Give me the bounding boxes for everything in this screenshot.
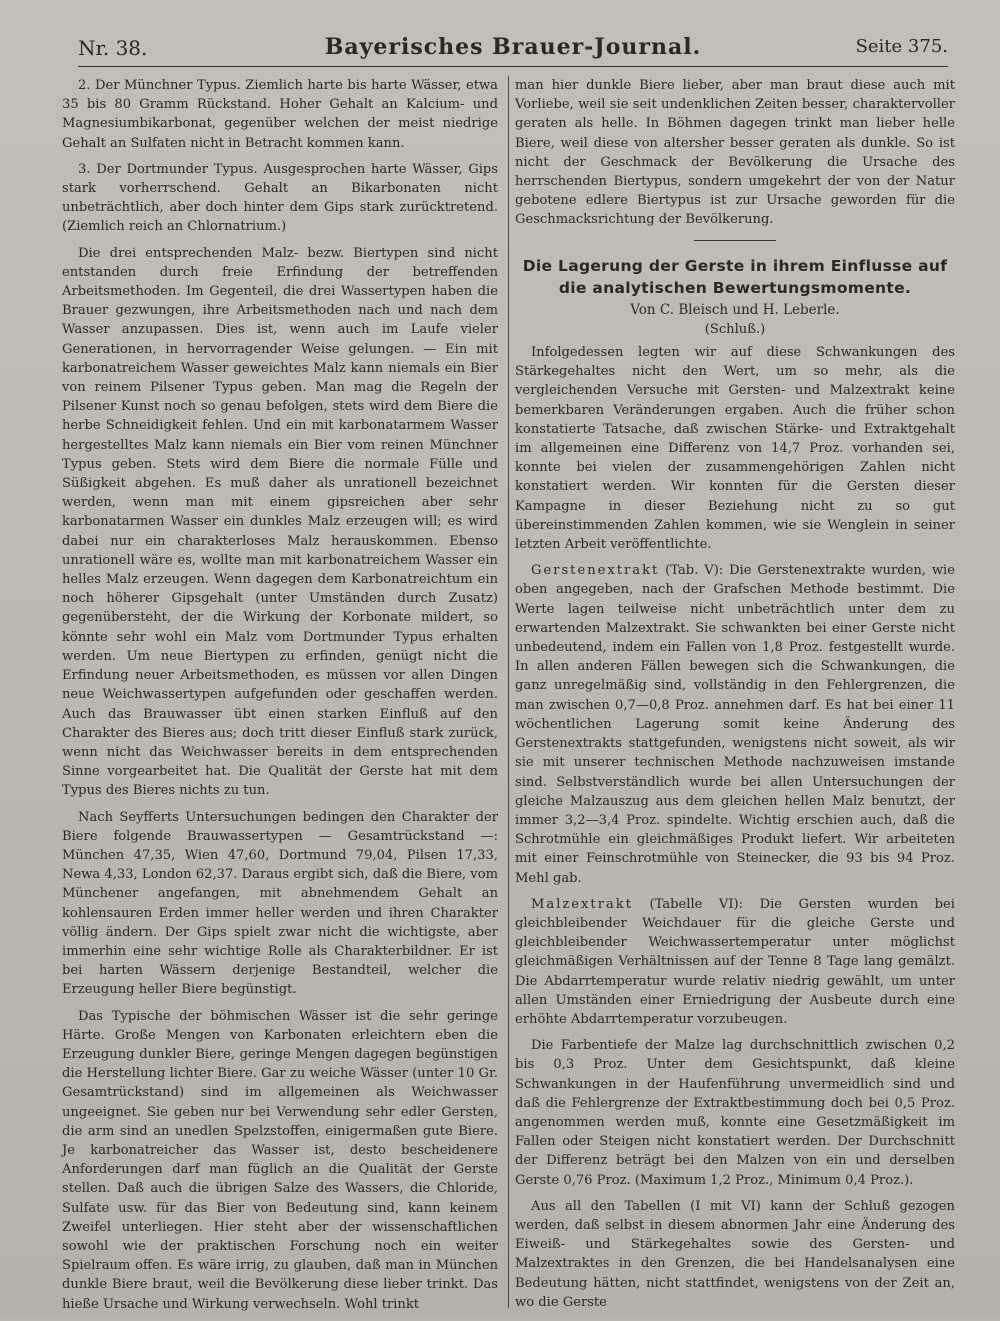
paragraph-malt-types: Die drei entsprechenden Malz- bezw. Biertypen sind nicht entstanden durch freie Erfindung der betreffenden Arbeitsmethoden. Im Gegenteil, die drei Wassertypen haben die Brauer gezwungen, ihre Arbeitsmethoden nach und nach dem Wasser anzupassen. Dies ist, wenn auch im Laufe vieler Generationen, in hervorragender Weise gelungen. — Ein mit karbonatreichem Wasser geweichtes Malz kann niemals ein Bier von reinem Pilsener Typus geben. Man mag die Regeln der Pilsener Kunst noch so genau befolgen, stets wird dem Biere die herbe Schneidigkeit fehlen. Und ein mit karbonatarmem Wasser hergestelltes Malz kann niemals ein Bier vom reinen Münchner Typus geben. Stets wird dem Biere die normale Fülle und Süßigkeit abgehen. Es muß daher als unrationell bezeichnet werden, wenn man mit einem gipsreichen aber sehr karbonatarmen Wasser ein dunkles Malz erzeugen will; es wird dabei nur ein charakterloses Malz herauskommen. Ebenso unrationell wäre es, wollte man mit karbonatreichem Wasser ein helles Malz erzeugen. Wenn dagegen dem Karbonatreichtum ein noch höherer Gipsgehalt (unter Umständen durch Zusatz) gegenübersteht, der die Wirkung der Korbonate mildert, so könnte sehr wohl ein Malz vom Dortmunder Typus erhalten werden. Um neue Biertypen zu erfinden, genügt nicht die Erfindung neuer Arbeitsmethoden, es müssen vor allen Dingen neue Weichwassertypen aufgefunden oder geschaffen werden. Auch das Brauwasser übt einen starken Einfluß auf den Charakter des Bieres aus; doch tritt dieser Einfluß stark zurück, wenn nicht das Weichwasser bereits in dem entsprechenden Sinne vorgearbeitet hat. Die Qualität der Gerste hat mit dem Typus des Bieres nichts zu tun. xyxy=(62,245,498,799)
paragraph-munich-type: 2. Der Münchner Typus. Ziemlich harte bis harte Wässer, etwa 35 bis 80 Gramm Rückstand. Hoher Gehalt an Kalcium- und Magnesiumbikarbonat, gegenüber welchen der meist niedrige Gehalt an Sulfaten nicht in Betracht kommen kann. xyxy=(62,78,498,151)
issue-number: Nr. 38. xyxy=(78,36,148,60)
article-byline: Von C. Bleisch und H. Leberle. xyxy=(630,301,840,318)
text-malt-extract: (Tabelle VI): Die Gersten wurden bei gleichbleibender Weichdauer für die gleiche Gerste und gleichbleibender Weichwassertemperatur unter möglichst gleichmäßigen Verhältnissen auf der Tenne 8 Tage lang gemälzt. Die Abdarrtemperatur wurde relativ niedrig gewählt, um unter allen Umständen einer Erniedrigung der Ausbeute durch eine erhöhte Abdarrtemperatur vorzubeugen. xyxy=(515,896,955,1027)
page-number: Seite 375. xyxy=(855,36,948,57)
paragraph-color-depth: Die Farbentiefe der Malze lag durchschnittlich zwischen 0,2 bis 0,3 Proz. Unter dem Gesichtspunkt, daß kleine Schwankungen in der Haufenführung unvermeidlich sind und daß die Fehlergrenze der Extraktbestimmung doch bei 0,5 Proz. angenommen werden muß, konnte eine Gesetzmäßigkeit im Fallen oder Steigen nicht konstatiert werden. Der Durchschnitt der Differenz beträgt bei den Malzen von ein und derselben Gerste 0,76 Proz. (Maximum 1,2 Proz., Minimum 0,4 Proz.). xyxy=(515,1038,955,1188)
article-part-note: (Schluß.) xyxy=(704,321,766,337)
label-barley-extract: Gerstenextrakt xyxy=(531,563,660,579)
paragraph-starch: Infolgedessen legten wir auf diese Schwankungen des Stärkegehaltes nicht den Wert, um so mehr, als die vergleichenden Versuche mit Gersten- und Malzextrakt keine bemerkbaren Veränderungen ergaben. Auch die früher schon konstatierte Tatsache, daß zwischen Stärke- und Extraktgehalt im allgemeinen eine Differenz von 14,7 Proz. vorhanden sei, konnte bei vielen der zusammengehörigen Zahlen nicht konstatiert werden. Wir konnten für die Gersten dieser Kampagne in dieser Beziehung nicht zu so gut übereinstimmenden Zahlen kommen, wie sie Wenglein in seiner letzten Arbeit veröffentlichte. xyxy=(515,345,955,553)
text-barley-extract: (Tab. V): Die Gerstenextrakte wurden, wie oben angegeben, nach der Grafschen Methode bestimmt. Die Werte lagen teilweise nicht unbeträchtlich unter dem zu erwartenden Malzextrakt. Sie schwankten bei einer Gerste nicht unbedeutend, indem ein Fallen von 1,8 Proz. festgestellt wurde. In allen anderen Fällen bewegen sich die Schwankungen, die ganz unregelmäßig sind, vollständig in den Fehlergrenzen, die man zwischen 0,7—0,8 Proz. annehmen darf. Es hat bei einer 11 wöchentlichen Lagerung somit keine Änderung des Gerstenextrakts stattgefunden, wenigstens nicht soweit, als wir sie mit unserer technischen Methode nachzuweisen imstande sind. Selbstverständlich wurde bei allen Untersuchungen der gleiche Malzauszug aus dem gleichen hellen Malz benutzt, der immer 3,2—3,4 Proz. spindelte. Wichtig erschien auch, daß die Schrotmühle ein gleichmäßiges Produkt liefert. Wir arbeiteten mit einer Feinschrotmühle von Steinecker, die 93 bis 94 Proz. Mehl gab. xyxy=(515,563,955,886)
paragraph-barley-extract xyxy=(515,561,955,887)
paragraph-bohemian-water: Das Typische der böhmischen Wässer ist die sehr geringe Härte. Große Mengen von Karbonaten erleichtern eben die Erzeugung dunkler Biere, geringe Mengen dagegen begünstigen die Herstellung lichter Biere. Gar zu weiche Wässer (unter 10 Gr. Gesamtrückstand) sind im allgemeinen als Weichwasser ungeeignet. Sie geben nur bei Verwendung sehr edler Gersten, die arm sind an unedlen Spelzstoffen, einigermaßen gute Biere. Je karbonatreicher das Wasser ist, desto bescheidenere Anforderungen darf man füglich an die Qualität der Gerste stellen. Daß auch die übrigen Salze des Wassers, die Chloride, Sulfate usw. für das Bier von Bedeutung sind, kann keinem Zweifel unterliegen. Hier steht aber der wissenschaftlichen sowohl wie der praktischen Forschung noch ein weiter Spielraum offen. Es wäre irrig, zu glauben, daß man in München dunkle Biere braut, weil die Bevölkerung diese lieber trinkt. Das hieße Ursache und Wirkung verwechseln. Wohl trinkt xyxy=(62,1008,498,1312)
page-header xyxy=(78,32,948,67)
left-column xyxy=(62,76,498,1321)
article-title: Die Lagerung der Gerste in ihrem Einflusse auf die analytischen Bewertungsmomente. xyxy=(522,256,948,297)
paragraph-conclusion: Aus all den Tabellen (I mit VI) kann der Schluß gezogen werden, daß selbst in diesem abnormen Jahr eine Änderung des Eiweiß- und Stärkegehaltes sowie des Gersten- und Malzextraktes in den Grenzen, die bei Handelsanalysen eine Bedeutung hätten, nicht stattfindet, wenigstens von der Zeit an, wo die Gerste xyxy=(515,1198,955,1310)
paragraph-malt-extract xyxy=(515,895,955,1029)
paragraph-dortmund-type: 3. Der Dortmunder Typus. Ausgesprochen harte Wässer, Gips stark vorherrschend. Gehalt an Bikarbonaten nicht unbeträchtlich, aber doch hinter dem Gips stark zurücktretend. (Ziemlich reich an Chlornatrium.) xyxy=(62,161,498,235)
section-divider xyxy=(694,240,776,241)
journal-title: Bayerisches Brauer-Journal. xyxy=(324,34,702,60)
right-column xyxy=(508,76,955,1308)
label-malt-extract: Malzextrakt xyxy=(531,896,633,912)
paragraph-continuation: man hier dunkle Biere lieber, aber man braut diese auch mit Vorliebe, weil sie seit undenklichen Zeiten besser, charaktervoller geraten als helle. In Böhmen dagegen trinkt man lieber helle Biere, weil diese von altersher besser geraten als dunkle. So ist nicht der Geschmack der Bevölkerung die Ursache des herrschenden Biertypus, sondern umgekehrt der von der Natur gebotene edlere Biertypus ist zur Ursache geworden für die Geschmacksrichtung der Bevölkerung. xyxy=(515,78,955,228)
paragraph-seyffert: Nach Seyfferts Untersuchungen bedingen den Charakter der Biere folgende Brauwassertypen — Gesamtrückstand —: München 47,35, Wien 47,60, Dortmund 79,04, Pilsen 17,33, Newa 4,33, London 62,37. Daraus ergibt sich, daß die Biere, vom Münchener angefangen, mit abnehmendem Gehalt an kohlensauren Erden immer heller werden und ihren Charakter völlig ändern. Der Gips spielt zwar nicht die wichtigste, aber immerhin eine sehr wichtige Rolle als Charakterbildner. Er ist bei harten Wässern derjenige Bestandteil, welcher die Erzeugung heller Biere begünstigt. xyxy=(62,809,498,998)
